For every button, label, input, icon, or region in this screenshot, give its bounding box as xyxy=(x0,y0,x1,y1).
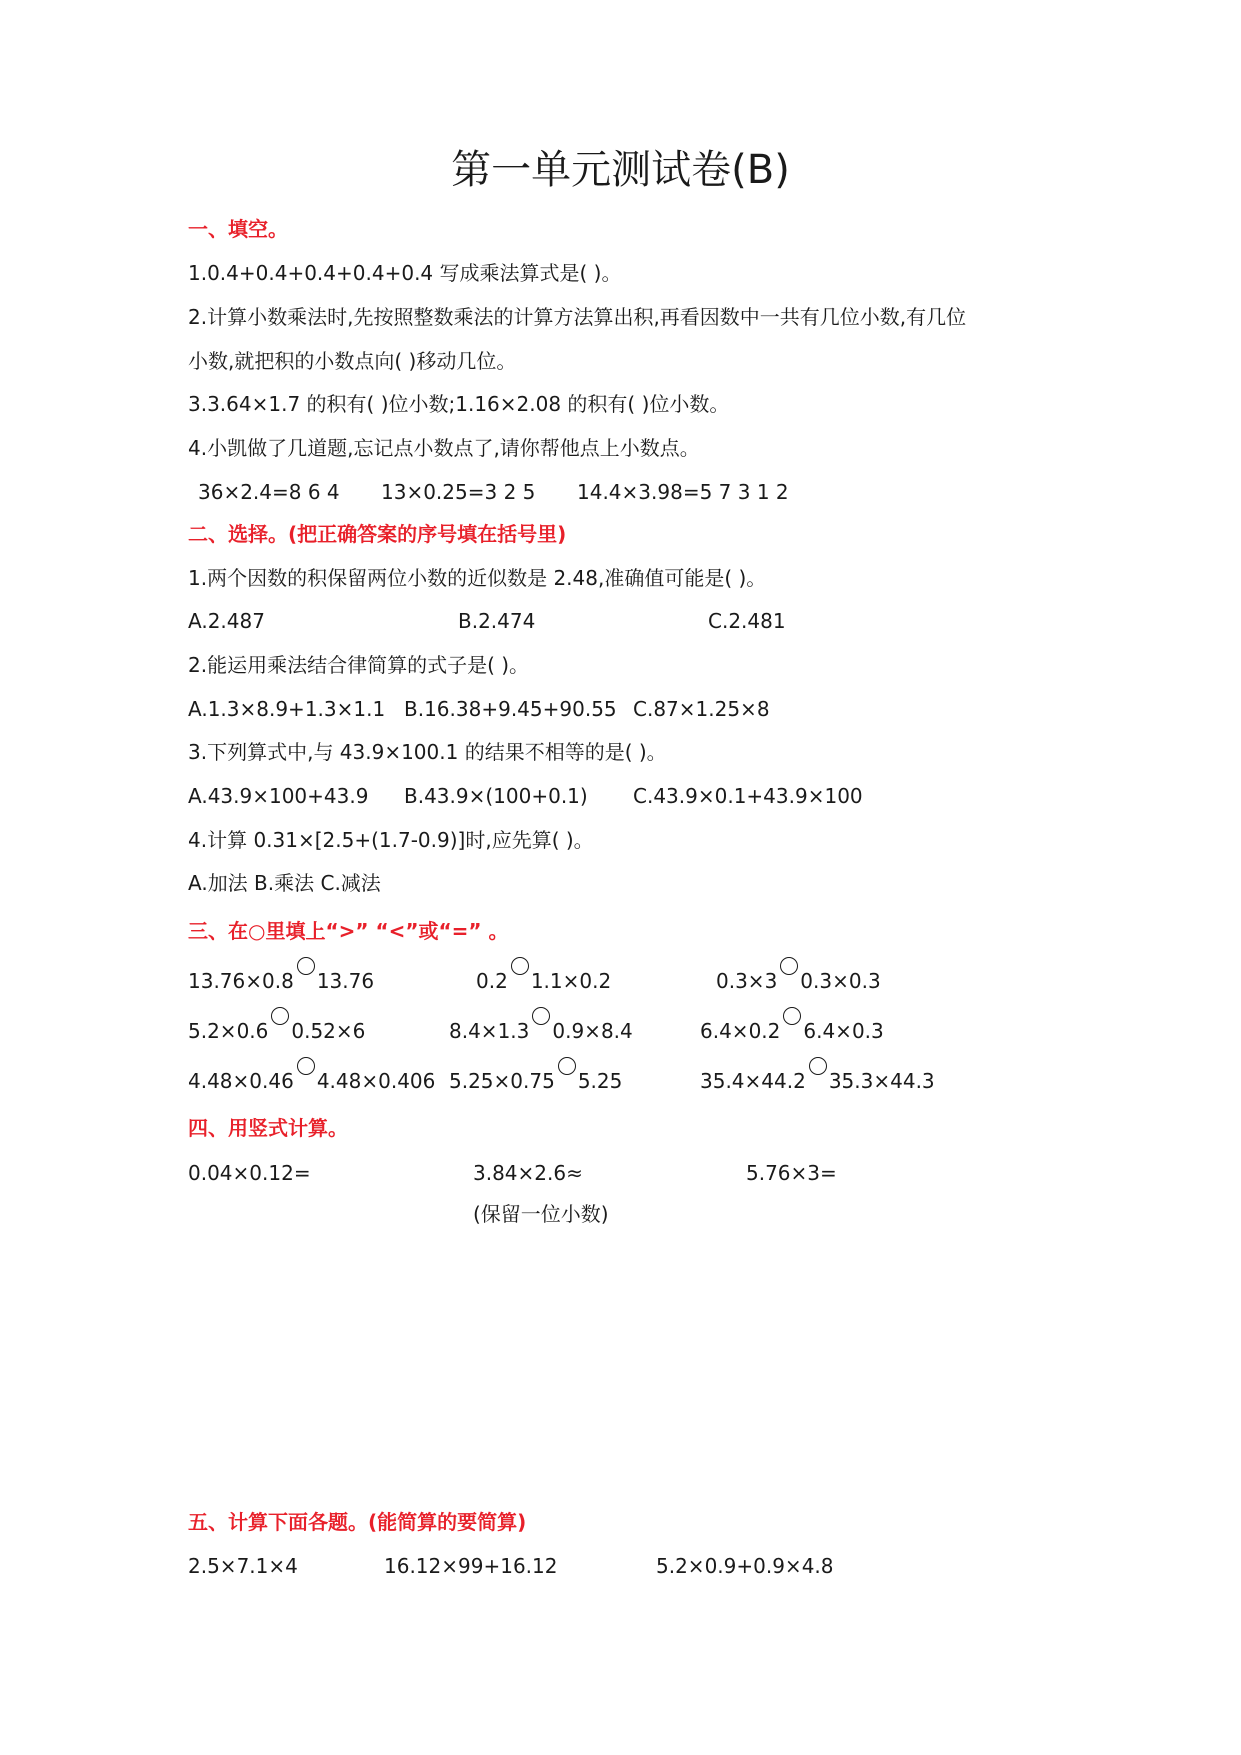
vertical-note: (保留一位小数) xyxy=(473,1202,609,1226)
choice-q1-option-c: C.2.481 xyxy=(708,609,786,633)
fill-question-1: 1.0.4+0.4+0.4+0.4+0.4 写成乘法算式是( )。 xyxy=(188,261,622,285)
compare-circle[interactable] xyxy=(297,1057,315,1075)
compare-item xyxy=(188,1019,365,1043)
fill-question-2-line-2: 小数,就把积的小数点向( )移动几位。 xyxy=(188,349,517,373)
choice-question-3: 3.下列算式中,与 43.9×100.1 的结果不相等的是( )。 xyxy=(188,740,667,764)
section-4-heading: 四、用竖式计算。 xyxy=(188,1116,348,1140)
page-title: 第一单元测试卷(B) xyxy=(451,147,790,193)
choice-q3-option-c: C.43.9×0.1+43.9×100 xyxy=(633,784,863,808)
compare-item xyxy=(716,969,881,993)
compare-right: 1.1×0.2 xyxy=(530,969,612,993)
compare-circle[interactable] xyxy=(511,957,529,975)
choice-q2-option-b: B.16.38+9.45+90.55 xyxy=(404,697,617,721)
fill-q4-item: 13×0.25=3 2 5 xyxy=(381,480,536,504)
fill-q4-item: 14.4×3.98=5 7 3 1 2 xyxy=(577,480,789,504)
section-3-heading: 三、在○里填上“>” “<”或“=” 。 xyxy=(188,919,509,943)
section-1-heading: 一、填空。 xyxy=(188,217,288,241)
compare-right: 4.48×0.406 xyxy=(316,1069,436,1093)
choice-q2-option-c: C.87×1.25×8 xyxy=(633,697,770,721)
compare-item xyxy=(700,1069,935,1093)
choice-q3-option-a: A.43.9×100+43.9 xyxy=(188,784,369,808)
choice-question-1: 1.两个因数的积保留两位小数的近似数是 2.48,准确值可能是( )。 xyxy=(188,566,767,590)
compare-item xyxy=(188,969,374,993)
compare-left: 13.76×0.8 xyxy=(188,969,294,993)
fill-question-3: 3.3.64×1.7 的积有( )位小数;1.16×2.08 的积有( )位小数。 xyxy=(188,392,730,416)
compare-right: 0.9×8.4 xyxy=(552,1019,633,1043)
compare-item xyxy=(188,1069,435,1093)
section-5-heading: 五、计算下面各题。(能简算的要简算) xyxy=(188,1510,527,1534)
compare-circle[interactable] xyxy=(297,957,315,975)
compare-right: 0.3×0.3 xyxy=(800,969,881,993)
compare-circle[interactable] xyxy=(809,1057,827,1075)
vertical-item: 5.76×3= xyxy=(746,1161,837,1185)
compare-circle[interactable] xyxy=(558,1057,576,1075)
compare-right: 0.52×6 xyxy=(291,1019,366,1043)
calc-item: 2.5×7.1×4 xyxy=(188,1554,298,1578)
compare-item xyxy=(449,1019,633,1043)
vertical-item: 3.84×2.6≈ xyxy=(473,1161,583,1185)
compare-left: 0.2 xyxy=(476,969,508,993)
compare-left: 5.25×0.75 xyxy=(449,1069,555,1093)
compare-right: 13.76 xyxy=(316,969,375,993)
compare-right: 35.3×44.3 xyxy=(828,1069,935,1093)
compare-right: 6.4×0.3 xyxy=(803,1019,884,1043)
choice-question-2: 2.能运用乘法结合律简算的式子是( )。 xyxy=(188,653,530,677)
section-2-heading: 二、选择。(把正确答案的序号填在括号里) xyxy=(188,522,567,546)
compare-left: 0.3×3 xyxy=(716,969,778,993)
fill-q4-item: 36×2.4=8 6 4 xyxy=(198,480,340,504)
compare-item xyxy=(449,1069,622,1093)
compare-left: 8.4×1.3 xyxy=(449,1019,530,1043)
fill-question-4: 4.小凯做了几道题,忘记点小数点了,请你帮他点上小数点。 xyxy=(188,436,700,460)
compare-left: 4.48×0.46 xyxy=(188,1069,294,1093)
compare-item xyxy=(700,1019,884,1043)
choice-q2-option-a: A.1.3×8.9+1.3×1.1 xyxy=(188,697,386,721)
compare-circle[interactable] xyxy=(532,1007,550,1025)
choice-q4-options: A.加法 B.乘法 C.减法 xyxy=(188,871,381,895)
choice-q1-option-b: B.2.474 xyxy=(458,609,536,633)
compare-item xyxy=(476,969,611,993)
compare-circle[interactable] xyxy=(780,957,798,975)
compare-left: 5.2×0.6 xyxy=(188,1019,269,1043)
compare-circle[interactable] xyxy=(783,1007,801,1025)
compare-circle[interactable] xyxy=(271,1007,289,1025)
choice-q1-option-a: A.2.487 xyxy=(188,609,265,633)
compare-right: 5.25 xyxy=(577,1069,623,1093)
vertical-item: 0.04×0.12= xyxy=(188,1161,311,1185)
choice-q3-option-b: B.43.9×(100+0.1) xyxy=(404,784,588,808)
fill-question-2-line-1: 2.计算小数乘法时,先按照整数乘法的计算方法算出积,再看因数中一共有几位小数,有几位 xyxy=(188,305,967,329)
choice-question-4: 4.计算 0.31×[2.5+(1.7-0.9)]时,应先算( )。 xyxy=(188,828,594,852)
calc-item: 16.12×99+16.12 xyxy=(384,1554,558,1578)
compare-left: 35.4×44.2 xyxy=(700,1069,806,1093)
compare-left: 6.4×0.2 xyxy=(700,1019,781,1043)
calc-item: 5.2×0.9+0.9×4.8 xyxy=(656,1554,834,1578)
